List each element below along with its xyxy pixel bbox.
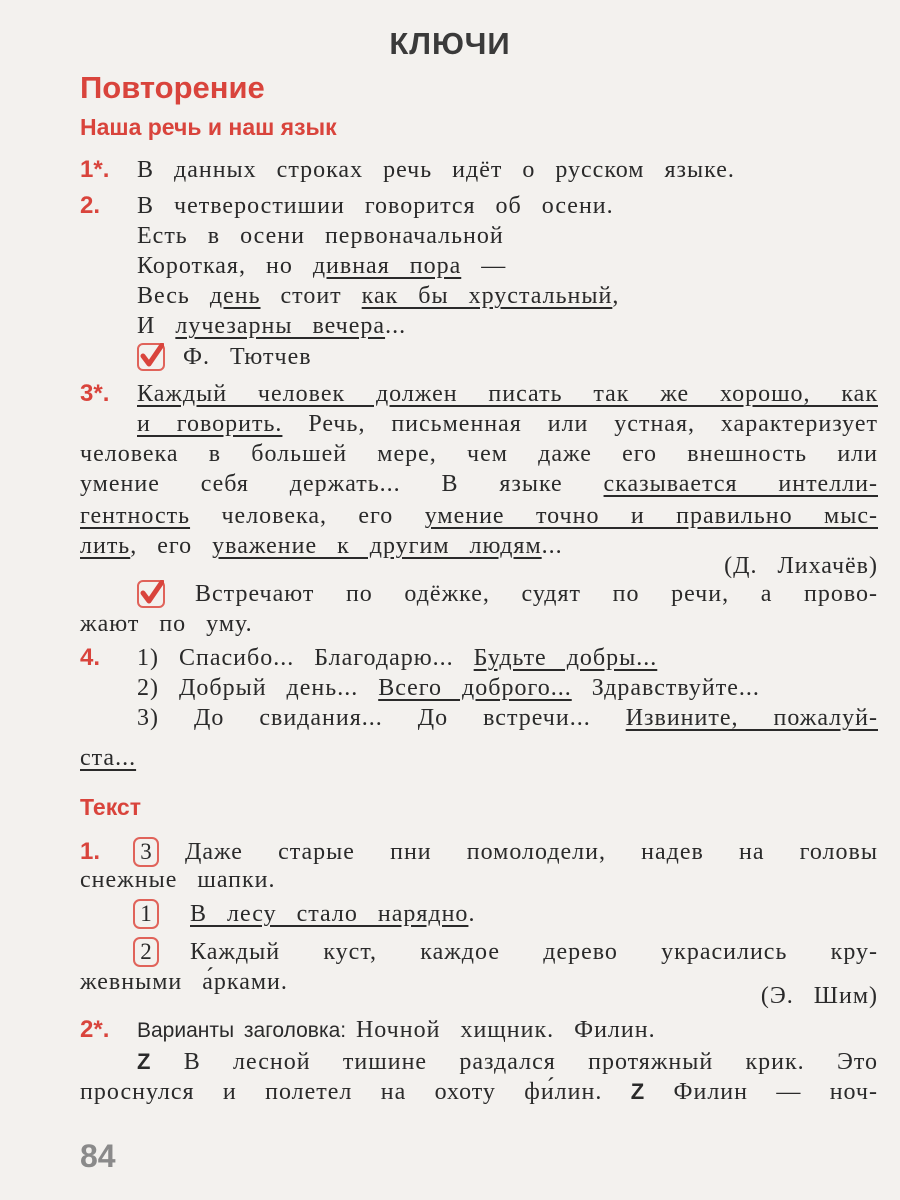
check-icon <box>137 580 165 608</box>
underlined-phrase: Будьте добры... <box>473 645 658 671</box>
text-segment: В лесной тишине раздался протяжный крик. Это <box>151 1049 878 1075</box>
item-number: 3*. <box>80 380 110 407</box>
text-line <box>185 837 878 867</box>
text-line <box>137 703 878 733</box>
text-line <box>137 1047 878 1077</box>
text-segment: жевными а́рками. <box>80 969 288 995</box>
text-segment: Короткая, но <box>137 253 313 279</box>
text-line <box>80 1077 878 1107</box>
text-segment: человека в большей мере, чем даже его внешность или <box>80 441 878 467</box>
text-line <box>80 501 878 531</box>
text-segment: В данных строках речь идёт о русском языке. <box>137 157 735 183</box>
text-line <box>137 155 878 185</box>
item-number: 1. <box>80 838 101 865</box>
text-segment: ... <box>541 533 563 559</box>
z-marker: Z <box>137 1049 152 1074</box>
text-segment: Встречают по одёжке, судят по речи, а прово- <box>195 581 878 607</box>
text-segment: снежные шапки. <box>80 867 276 893</box>
text-segment: Здравствуйте... <box>571 675 760 701</box>
page-header-title: КЛЮЧИ <box>389 26 511 61</box>
underlined-phrase: лучезарны вечера <box>175 313 386 339</box>
text-segment: 3) До свидания... До встречи... <box>137 705 626 731</box>
underlined-phrase: сказывается интелли- <box>603 471 878 497</box>
page-number: 84 <box>80 1138 116 1174</box>
underlined-phrase: уважение к другим людям <box>212 533 542 559</box>
subsection-title: Текст <box>80 794 141 820</box>
text-segment: — <box>461 253 507 279</box>
text-line <box>137 409 878 439</box>
numbered-box: 1 <box>133 899 159 929</box>
item-number: 2*. <box>80 1016 110 1043</box>
text-line <box>137 191 878 221</box>
text-segment: умение себя держать... В языке <box>80 471 604 497</box>
text-segment: Варианты заголовка: <box>137 1019 356 1042</box>
text-line <box>80 551 878 581</box>
text-segment: (Д. Лихачёв) <box>724 553 878 579</box>
text-segment: Речь, письменная или устная, характеризует <box>282 411 878 437</box>
text-line <box>80 609 878 639</box>
item-number: 2. <box>80 192 101 219</box>
underlined-phrase: В лесу стало нарядно <box>190 901 469 927</box>
underlined-phrase: Каждый человек должен писать так же хорошо, как <box>137 381 878 407</box>
underlined-phrase: умение точно и правильно мыс- <box>424 503 878 529</box>
text-line <box>137 673 878 703</box>
text-segment: Есть в осени первоначальной <box>137 223 504 249</box>
text-segment: В четверостишии говорится об осени. <box>137 193 614 219</box>
underlined-phrase: лить <box>80 533 131 559</box>
underlined-phrase: Всего доброго... <box>378 675 572 701</box>
numbered-box: 3 <box>133 837 159 867</box>
underlined-phrase: дивная пора <box>312 253 462 279</box>
text-segment: проснулся и полетел на охоту фи́лин. <box>80 1079 631 1105</box>
numbered-box: 2 <box>133 937 159 967</box>
text-segment: ... <box>385 313 407 339</box>
underlined-phrase: Извините, пожалуй- <box>625 705 878 731</box>
text-segment: человека, его <box>190 503 425 529</box>
text-line <box>183 342 878 372</box>
text-segment: , <box>612 283 620 309</box>
item-number: 4. <box>80 644 101 671</box>
text-segment: (Э. Шим) <box>760 983 878 1009</box>
text-line <box>137 281 878 311</box>
z-marker: Z <box>630 1079 646 1104</box>
text-segment: Весь <box>137 283 210 309</box>
text-line <box>137 379 878 409</box>
text-segment: И <box>137 313 176 339</box>
text-line <box>190 937 878 967</box>
section-title: Повторение <box>80 70 265 105</box>
text-segment: Каждый куст, каждое дерево украсились кру- <box>190 939 878 965</box>
underlined-phrase: ста... <box>80 745 137 771</box>
text-line <box>137 221 878 251</box>
text-line <box>80 743 878 773</box>
underlined-phrase: как бы хрустальный <box>361 283 613 309</box>
text-line <box>80 469 878 499</box>
underlined-phrase: гентность <box>80 503 191 529</box>
underlined-phrase: и говорить. <box>137 411 283 437</box>
text-line <box>80 865 878 895</box>
text-line <box>137 251 878 281</box>
text-segment: . <box>468 901 476 927</box>
item-number: 1*. <box>80 156 110 183</box>
check-icon <box>137 343 165 371</box>
text-segment: Ф. Тютчев <box>183 344 312 370</box>
text-line <box>137 311 878 341</box>
text-segment: стоит <box>260 283 362 309</box>
underlined-phrase: день <box>209 283 261 309</box>
text-segment: , его <box>130 533 213 559</box>
text-segment: жают по уму. <box>80 611 253 637</box>
text-line <box>195 579 878 609</box>
text-line <box>137 643 878 673</box>
text-line <box>80 981 878 1011</box>
text-segment: Ночной хищник. Филин. <box>355 1017 656 1043</box>
text-segment: 2) Добрый день... <box>137 675 379 701</box>
text-segment: 1) Спасибо... Благодарю... <box>137 645 474 671</box>
text-line <box>190 899 878 929</box>
subsection-title: Наша речь и наш язык <box>80 114 337 140</box>
text-segment: Даже старые пни помолодели, надев на головы <box>185 839 878 865</box>
text-line <box>137 1015 878 1045</box>
text-segment: Филин — ноч- <box>645 1079 878 1105</box>
text-line <box>80 439 878 469</box>
